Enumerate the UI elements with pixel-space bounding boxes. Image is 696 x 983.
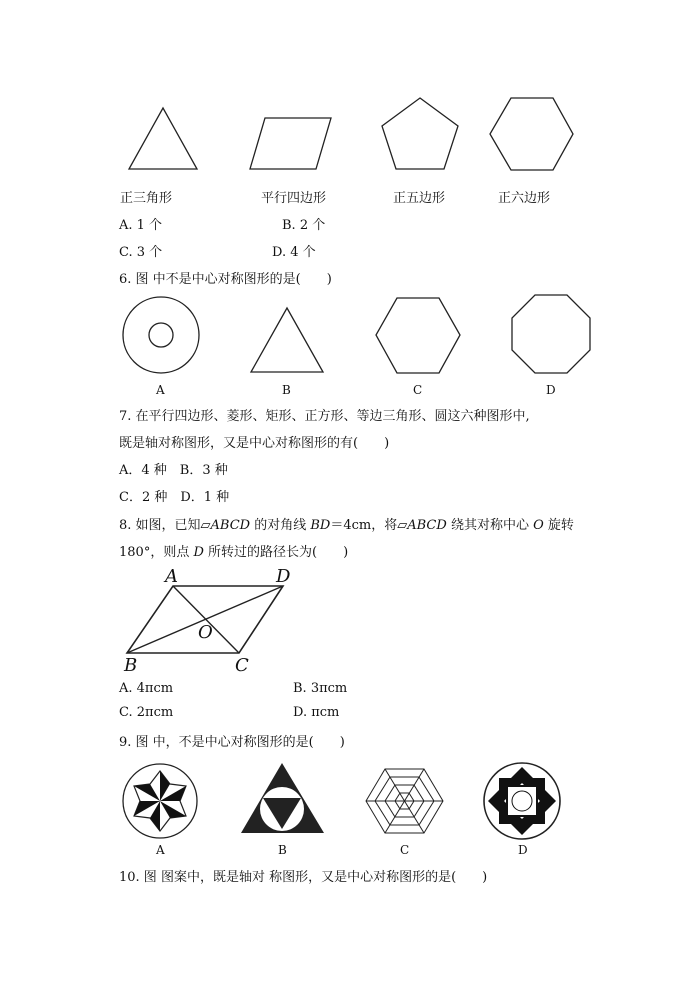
q5-option-d[interactable]: D. 4 个 xyxy=(272,245,316,260)
ring-outer-circle xyxy=(123,297,199,373)
q5-shapes xyxy=(0,0,696,180)
q7-stem-line1: 7. 在平行四边形、菱形、矩形、正方形、等边三角形、圆这六种图形中, xyxy=(119,409,530,424)
q5-option-c[interactable]: C. 3 个 xyxy=(119,245,163,260)
q7-options-line1[interactable]: A．4 种 B．3 种 xyxy=(119,463,228,478)
star-in-circle-figure xyxy=(123,764,197,838)
q6-hexagon-shape xyxy=(376,298,460,373)
q10-stem: 10. 图 图案中，既是轴对 称图形，又是中心对称图形的是( ) xyxy=(119,870,488,885)
q8-stem-line1: 8. 如图，已知▱ABCD 的对角线 BD＝4cm，将▱ABCD 绕其对称中心 O 旋转 xyxy=(119,518,574,533)
q9-figures xyxy=(0,750,696,850)
q8-option-c[interactable]: C. 2πcm xyxy=(119,705,174,720)
parallelogram-abcd-diagram xyxy=(0,565,696,675)
parallelogram-shape xyxy=(250,118,331,169)
point-o-label: O xyxy=(198,622,213,643)
q6-label-c: C xyxy=(413,383,423,397)
point-d-label: D xyxy=(276,566,291,587)
point-b-label: B xyxy=(124,655,138,676)
q8-option-b[interactable]: B. 3πcm xyxy=(293,681,348,696)
q6-stem: 6. 图 中不是中心对称图形的是( ) xyxy=(119,272,332,287)
q8-stem-line2: 180°，则点 D 所转过的路径长为( ) xyxy=(119,545,349,560)
regular-hexagon-shape xyxy=(490,98,573,170)
q6-figures xyxy=(0,290,696,390)
figure-d-center-circle xyxy=(512,791,532,811)
regular-pentagon-shape xyxy=(382,98,458,169)
q8-option-d[interactable]: D. πcm xyxy=(293,705,340,720)
q5-option-a[interactable]: A. 1 个 xyxy=(119,218,163,233)
q6-label-d: D xyxy=(546,383,556,397)
hexagon-web-figure xyxy=(366,769,443,833)
squares-in-circle-figure xyxy=(484,763,560,839)
q6-triangle-shape xyxy=(251,308,323,372)
q9-stem: 9. 图 中，不是中心对称图形的是( ) xyxy=(119,735,345,750)
shape-label-hexagon: 正六边形 xyxy=(498,191,551,206)
shape-label-pentagon: 正五边形 xyxy=(393,191,446,206)
point-a-label: A xyxy=(165,566,178,587)
q9-label-c: C xyxy=(400,843,410,857)
q5-option-b[interactable]: B. 2 个 xyxy=(282,218,326,233)
q7-stem-line2: 既是轴对称图形，又是中心对称图形的有( ) xyxy=(119,436,390,451)
q9-label-d: D xyxy=(518,843,528,857)
triangle-circle-figure xyxy=(241,763,324,833)
q6-label-b: B xyxy=(282,383,291,397)
q7-options-line2[interactable]: C．2 种 D．1 种 xyxy=(119,490,230,505)
octagon-shape xyxy=(512,295,590,373)
equilateral-triangle-shape xyxy=(129,108,197,169)
q9-label-b: B xyxy=(278,843,287,857)
q6-label-a: A xyxy=(156,383,165,397)
shape-label-triangle: 正三角形 xyxy=(120,191,173,206)
shape-label-parallelogram: 平行四边形 xyxy=(261,191,327,206)
q8-option-a[interactable]: A. 4πcm xyxy=(119,681,174,696)
point-c-label: C xyxy=(235,655,249,676)
q9-label-a: A xyxy=(156,843,165,857)
ring-inner-circle xyxy=(149,323,173,347)
